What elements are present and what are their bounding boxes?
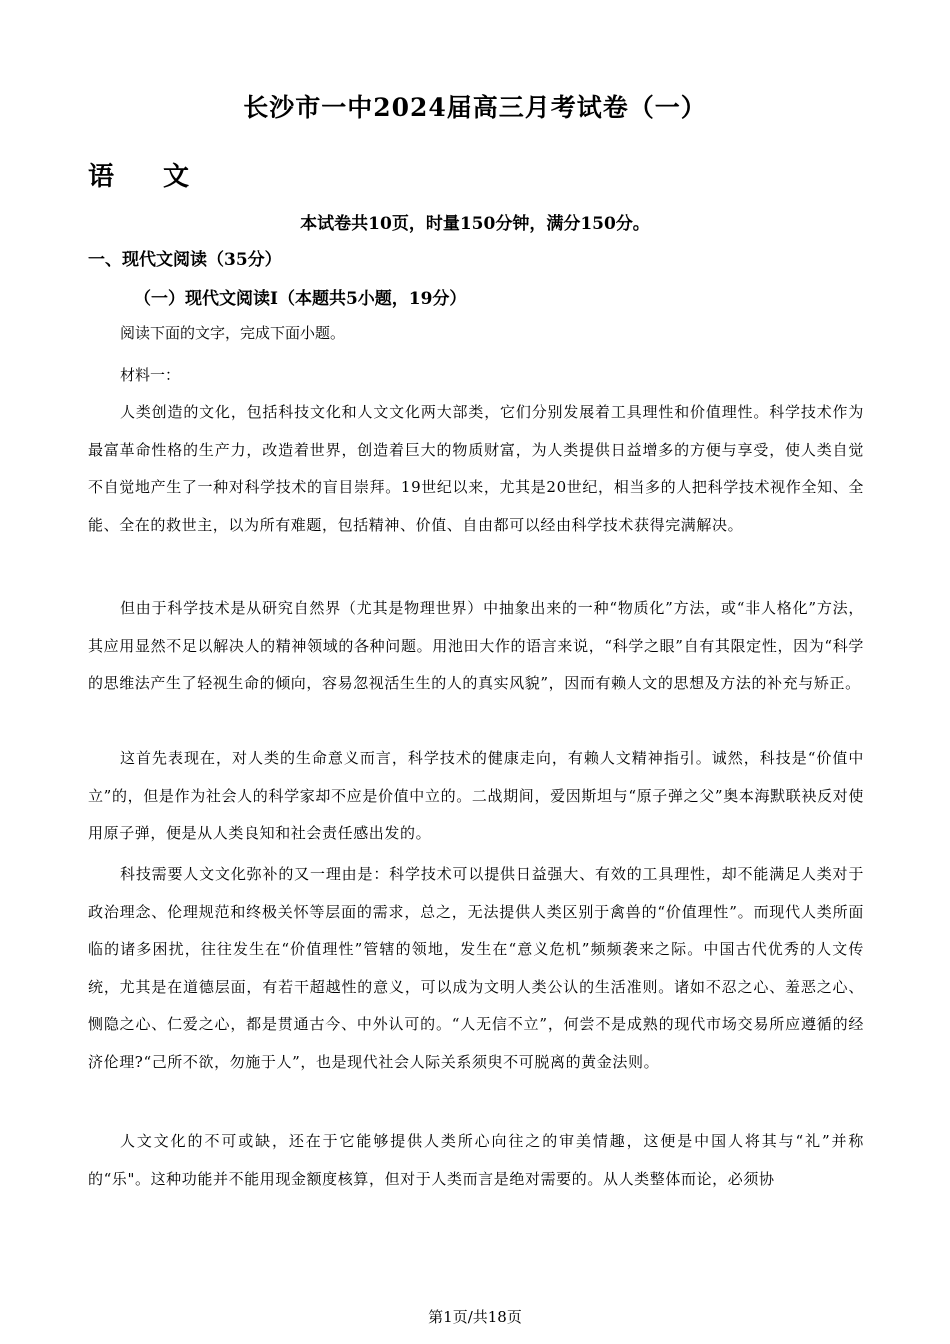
- paragraph: 但由于科学技术是从研究自然界（尤其是物理世界）中抽象出来的一种“物质化”方法，或“非人格化”方法，其应用显然不足以解决人的精神领域的各种问题。用池田大作的语言来说，“科学之眼”自有其限定性，因为“科学的思维法产生了轻视生命的倾向，容易忽视活生生的人的真实风貌”，因而有赖人文的思想及方法的补充与矫正。: [88, 599, 864, 693]
- reading-instruction: 阅读下面的文字，完成下面小题。: [120, 324, 346, 342]
- section-heading: 一、现代文阅读（35分）: [88, 250, 282, 270]
- paragraph: 科技需要人文文化弥补的又一理由是：科学技术可以提供日益强大、有效的工具理性，却不能满足人类对于政治理念、伦理规范和终极关怀等层面的需求，总之，无法提供人类区别于禽兽的“价值理性”。而现代人类所面临的诸多困扰，往往发生在“价值理性”管辖的领地，发生在“意义危机”频频袭来之际。中国古代优秀的人文传统，尤其是在道德层面，有若干超越性的意义，可以成为文明人类公认的生活准则。诸如不忍之心、羞恶之心、恻隐之心、仁爱之心，都是贯通古今、中外认可的。“人无信不立”，何尝不是成熟的现代市场交易所应遵循的经济伦理?“己所不欲，勿施于人”，也是现代社会人际关系须臾不可脱离的黄金法则。: [88, 865, 864, 1071]
- exam-info: 本试卷共10页，时量150分钟，满分150分。: [300, 214, 650, 234]
- paragraph: 这首先表现在，对人类的生命意义而言，科学技术的健康走向，有赖人文精神指引。诚然，科技是“价值中立”的，但是作为社会人的科学家却不应是价值中立的。二战期间，爱因斯坦与“原子弹之父”奥本海默联袂反对使用原子弹，便是从人类良知和社会责任感出发的。: [88, 749, 864, 843]
- subject-heading: 语 文: [88, 162, 210, 192]
- material-label: 材料一：: [120, 366, 181, 384]
- page-footer: 第1页/共18页: [428, 1308, 522, 1326]
- paragraph: 人类创造的文化，包括科技文化和人文文化两大部类，它们分别发展着工具理性和价值理性。科学技术作为最富革命性格的生产力，改造着世界，创造着巨大的物质财富，为人类提供日益增多的方便与享受，使人类自觉不自觉地产生了一种对科学技术的盲目崇拜。19世纪以来，尤其是20世纪，相当多的人把科学技术视作全知、全能、全在的救世主，以为所有难题，包括精神、价值、自由都可以经由科学技术获得完满解决。: [88, 403, 864, 534]
- exam-title: 长沙市一中2024届高三月考试卷（一）: [243, 93, 707, 122]
- paragraph: 人文文化的不可或缺，还在于它能够提供人类所心向往之的审美情趣，这便是中国人将其与“礼”并称的“乐"。这种功能并不能用现金额度核算，但对于人类而言是绝对需要的。从人类整体而论，必须协: [88, 1132, 864, 1188]
- subsection-heading: （一）现代文阅读Ⅰ（本题共5小题，19分）: [134, 289, 467, 309]
